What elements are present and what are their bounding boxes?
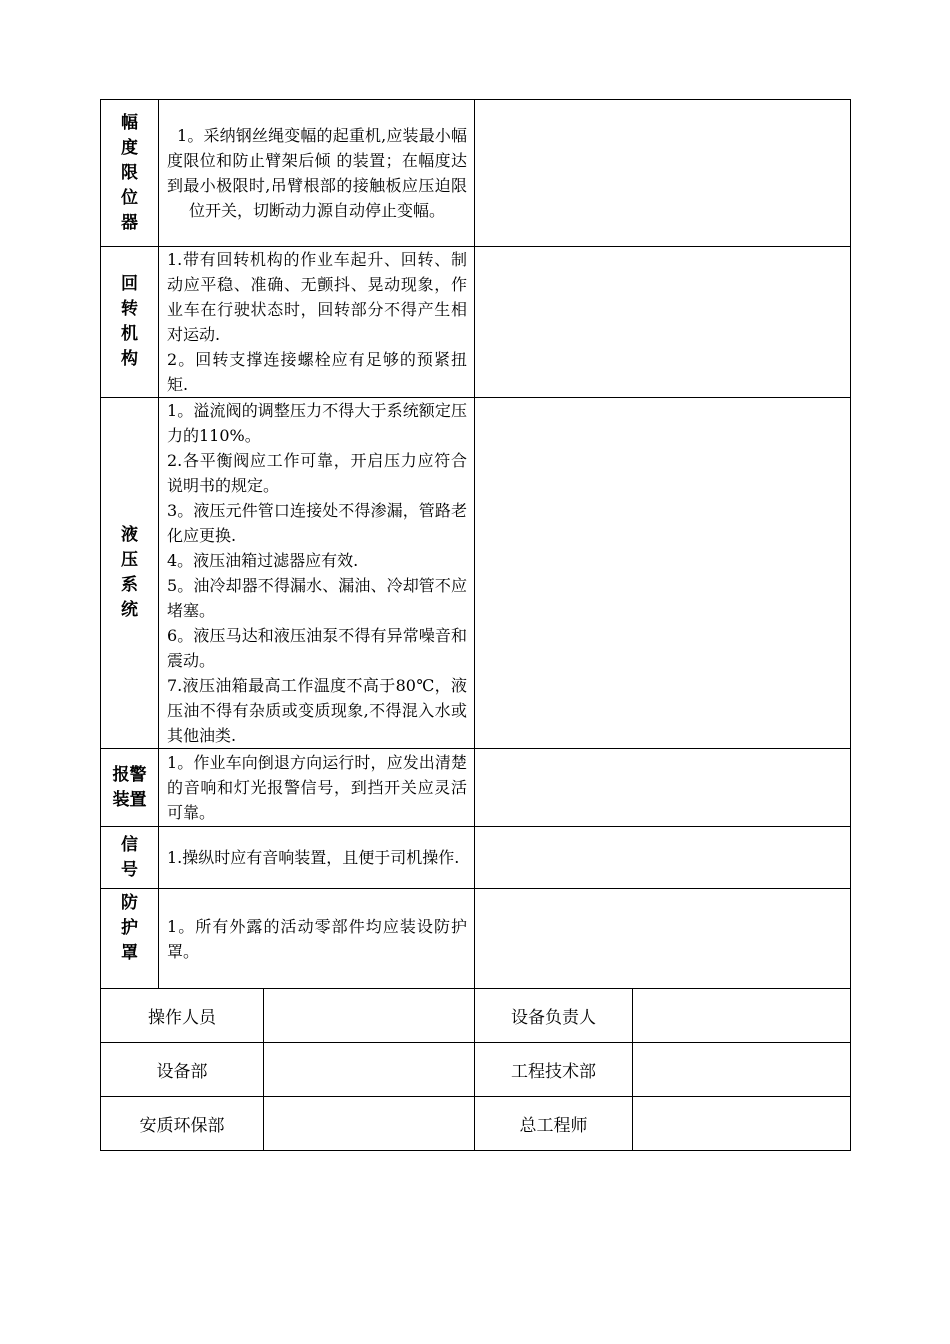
category-cell <box>101 749 159 827</box>
category-cell <box>101 247 159 398</box>
requirement-text: 1.带有回转机构的作业车起升、回转、制动应平稳、准确、无颤抖、晃动现象，作业车在行驶状态时，回转部分不得产生相对运动. <box>167 250 468 344</box>
requirement-text: 1。作业车向倒退方向运行时，应发出清楚的音响和灯光报警信号，到挡开关应灵活可靠。 <box>167 753 468 822</box>
requirement-cell <box>159 398 475 749</box>
requirement-cell <box>159 749 475 827</box>
requirement-cell <box>159 827 475 889</box>
signature-row <box>101 1097 851 1151</box>
requirement-text: 7.液压油箱最高工作温度不高于80℃，液压油不得有杂质或变质现象,不得混入水或其他油类. <box>167 676 468 745</box>
table-row <box>101 398 851 749</box>
table-row <box>101 827 851 889</box>
table-row <box>101 889 851 989</box>
requirement-cell <box>159 247 475 398</box>
requirement-text: 1。所有外露的活动零部件均应装设防护罩。 <box>167 916 468 961</box>
requirement-text: 3。液压元件管口连接处不得渗漏，管路老化应更换. <box>167 501 468 545</box>
category-cell <box>101 100 159 247</box>
requirement-text: 2.各平衡阀应工作可靠，开启压力应符合说明书的规定。 <box>167 451 468 495</box>
requirement-text: 1.操纵时应有音响装置，且便于司机操作. <box>167 848 460 867</box>
category-label: 防护罩 <box>121 893 138 963</box>
signature-label: 设备部 <box>101 1043 264 1097</box>
requirement-text: 2。回转支撑连接螺栓应有足够的预紧扭矩. <box>167 350 468 394</box>
signature-field[interactable] <box>264 1043 475 1097</box>
table-row <box>101 100 851 247</box>
requirement-cell <box>159 100 475 247</box>
category-cell <box>101 398 159 749</box>
inspection-table <box>100 99 851 1151</box>
signature-row <box>101 989 851 1043</box>
category-cell <box>101 889 159 989</box>
result-cell[interactable] <box>475 247 851 398</box>
requirement-text: 1。溢流阀的调整压力不得大于系统额定压力的110%。 <box>167 401 468 445</box>
table-row <box>101 749 851 827</box>
signature-label: 总工程师 <box>475 1097 633 1151</box>
category-cell <box>101 827 159 889</box>
category-label: 报警装置 <box>112 764 147 810</box>
category-label: 信号 <box>121 834 138 880</box>
signature-field[interactable] <box>633 1043 851 1097</box>
requirement-cell <box>159 889 475 989</box>
signature-label: 操作人员 <box>101 989 264 1043</box>
result-cell[interactable] <box>475 827 851 889</box>
signature-field[interactable] <box>633 1097 851 1151</box>
result-cell[interactable] <box>475 100 851 247</box>
signature-field[interactable] <box>633 989 851 1043</box>
requirement-text: 1。采纳钢丝绳变幅的起重机,应装最小幅度限位和防止臂架后倾 的装置；在幅度达到最小极限时,吊臂根部的接触板应压迫限位开关，切断动力源自动停止变幅。 <box>167 126 468 220</box>
signature-field[interactable] <box>264 989 475 1043</box>
signature-label: 工程技术部 <box>475 1043 633 1097</box>
inspection-form <box>100 99 850 1151</box>
requirement-text: 4。液压油箱过滤器应有效. <box>167 551 359 570</box>
result-cell[interactable] <box>475 398 851 749</box>
category-label: 液压系统 <box>121 525 138 620</box>
requirement-text: 6。液压马达和液压油泵不得有异常噪音和震动。 <box>167 626 468 670</box>
requirement-text: 5。油冷却器不得漏水、漏油、冷却管不应堵塞。 <box>167 576 468 620</box>
table-row <box>101 247 851 398</box>
category-label: 幅度限位器 <box>121 112 138 233</box>
signature-label: 设备负责人 <box>475 989 633 1043</box>
signature-label: 安质环保部 <box>101 1097 264 1151</box>
result-cell[interactable] <box>475 889 851 989</box>
signature-row <box>101 1043 851 1097</box>
signature-field[interactable] <box>264 1097 475 1151</box>
result-cell[interactable] <box>475 749 851 827</box>
category-label: 回转机构 <box>121 274 138 369</box>
